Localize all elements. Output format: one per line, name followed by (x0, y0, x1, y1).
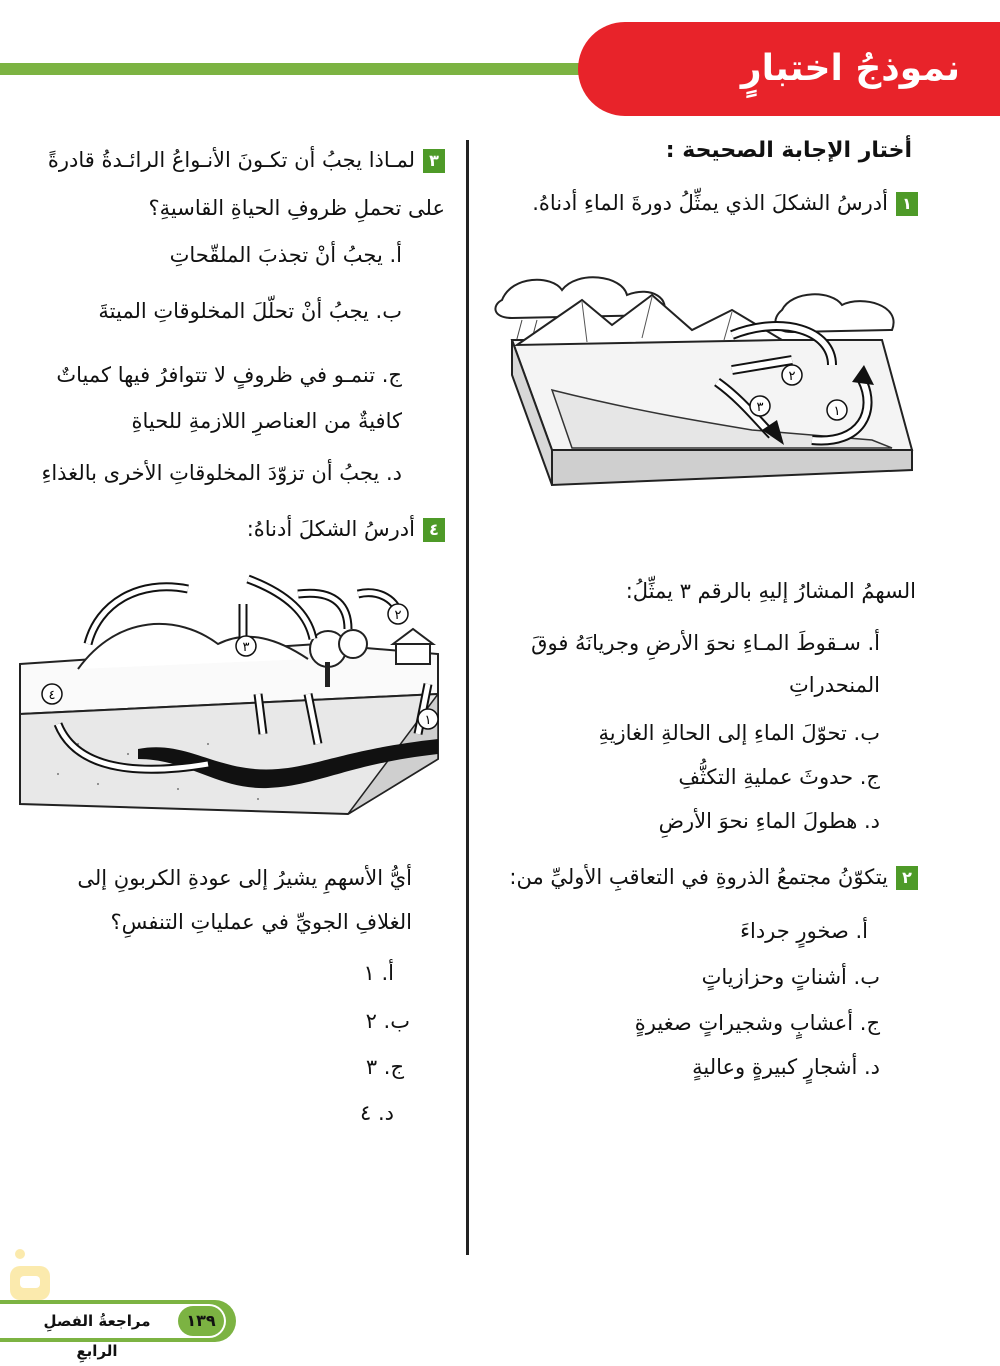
q4-stem: أيُّ الأسهمِ يشيرُ إلى عودةِ الكربونِ إلى الغلافِ الجويِّ في عملياتِ التنفسِ؟ (77, 866, 412, 935)
q1-prompt-row (498, 188, 918, 220)
q4-option-c[interactable]: ج. ٣ (365, 1055, 404, 1079)
q4-option-d[interactable]: د. ٤ (360, 1101, 394, 1125)
q1-prompt: أدرسُ الشكلَ الذي يمثِّلُ دورةَ الماءِ أدناهُ. (532, 191, 888, 215)
q2-option-a[interactable]: أ. صخورٍ جرداءَ (740, 919, 868, 943)
page-title: نموذجُ اختبارٍ (740, 48, 960, 89)
q3-prompt-row (20, 136, 445, 233)
header-rule (0, 63, 600, 75)
page-number: ١٣٩ (178, 1306, 224, 1336)
q2-number-badge: ٢ (896, 866, 918, 890)
q3-prompt: لمـاذا يجبُ أن تكـونَ الأنـواعُ الرائـدةُ قادرةً على تحملِ ظروفِ الحياةِ القاسيةِ؟ (47, 148, 445, 221)
section-label: مراجعةُ الفصلِ الرابعِ (43, 1312, 151, 1360)
q4-prompt: أدرسُ الشكلَ أدناهُ: (246, 517, 415, 541)
q1-number-badge: ١ (896, 192, 918, 216)
q4-option-a[interactable]: أ. ١ (363, 961, 394, 985)
column-divider (466, 140, 469, 1255)
carbon-cycle-figure (18, 574, 443, 824)
q3-option-c[interactable]: ج. تنمـو في ظروفٍ لا تتوافرُ فيها كمياتٌ كافيةٌ من العناصرِ اللازمةِ للحياةِ (56, 363, 402, 434)
q2-option-b[interactable]: ب. أشناتٍ وحزازياتٍ (701, 965, 880, 989)
q4-prompt-row (20, 514, 445, 546)
q4-option-b[interactable]: ب. ٢ (365, 1009, 410, 1033)
q2-prompt: يتكوّنُ مجتمعُ الذروةِ في التعاقبِ الأوليِّ من: (509, 865, 888, 889)
watermark-logo (6, 1244, 58, 1304)
q2-prompt-row (498, 862, 918, 894)
q1-option-d[interactable]: د. هطولَ الماءِ نحوَ الأرضِ (658, 809, 880, 833)
q4-fig-label-1: ١ (424, 713, 432, 728)
q3-number-badge: ٣ (423, 149, 445, 173)
q1-fig-label-2: ٢ (788, 369, 796, 384)
q1-fig-label-3: ٣ (756, 400, 764, 415)
q4-fig-label-2: ٢ (394, 608, 402, 623)
q2-option-d[interactable]: د. أشجارٍ كبيرةٍ وعاليةٍ (692, 1055, 880, 1079)
q1-option-b[interactable]: ب. تحوّلَ الماءِ إلى الحالةِ الغازيةِ (598, 721, 880, 745)
q3-option-b[interactable]: ب. يجبُ أنْ تحلّلَ المخلوقاتِ الميتةَ (98, 299, 402, 323)
q3-option-d[interactable]: د. يجبُ أن تزوّدَ المخلوقاتِ الأخرى بالغذاءِ (41, 461, 402, 485)
q2-option-c[interactable]: ج. أعشابٍ وشجيراتٍ صغيرةٍ (634, 1011, 880, 1035)
q4-fig-label-3: ٣ (242, 640, 250, 655)
q1-fig-label-1: ١ (833, 404, 841, 419)
q4-number-badge: ٤ (423, 518, 445, 542)
instruction: أختار الإجابة الصحيحة : (665, 138, 912, 163)
q1-stem: السهمُ المشارُ إليهِ بالرقم ٣ يمثِّلُ: (625, 579, 916, 603)
q4-fig-label-4: ٤ (48, 688, 56, 703)
q1-option-c[interactable]: ج. حدوثَ عمليةِ التكثُّفِ (678, 765, 880, 789)
q3-option-a[interactable]: أ. يجبُ أنْ تجذبَ الملقّحاتِ (169, 243, 402, 267)
water-cycle-figure (492, 270, 914, 492)
q1-option-a[interactable]: أ. سـقوطَ المـاءِ نحوَ الأرضِ وجريانَهُ فوقَ المنحدراتِ (531, 631, 880, 697)
